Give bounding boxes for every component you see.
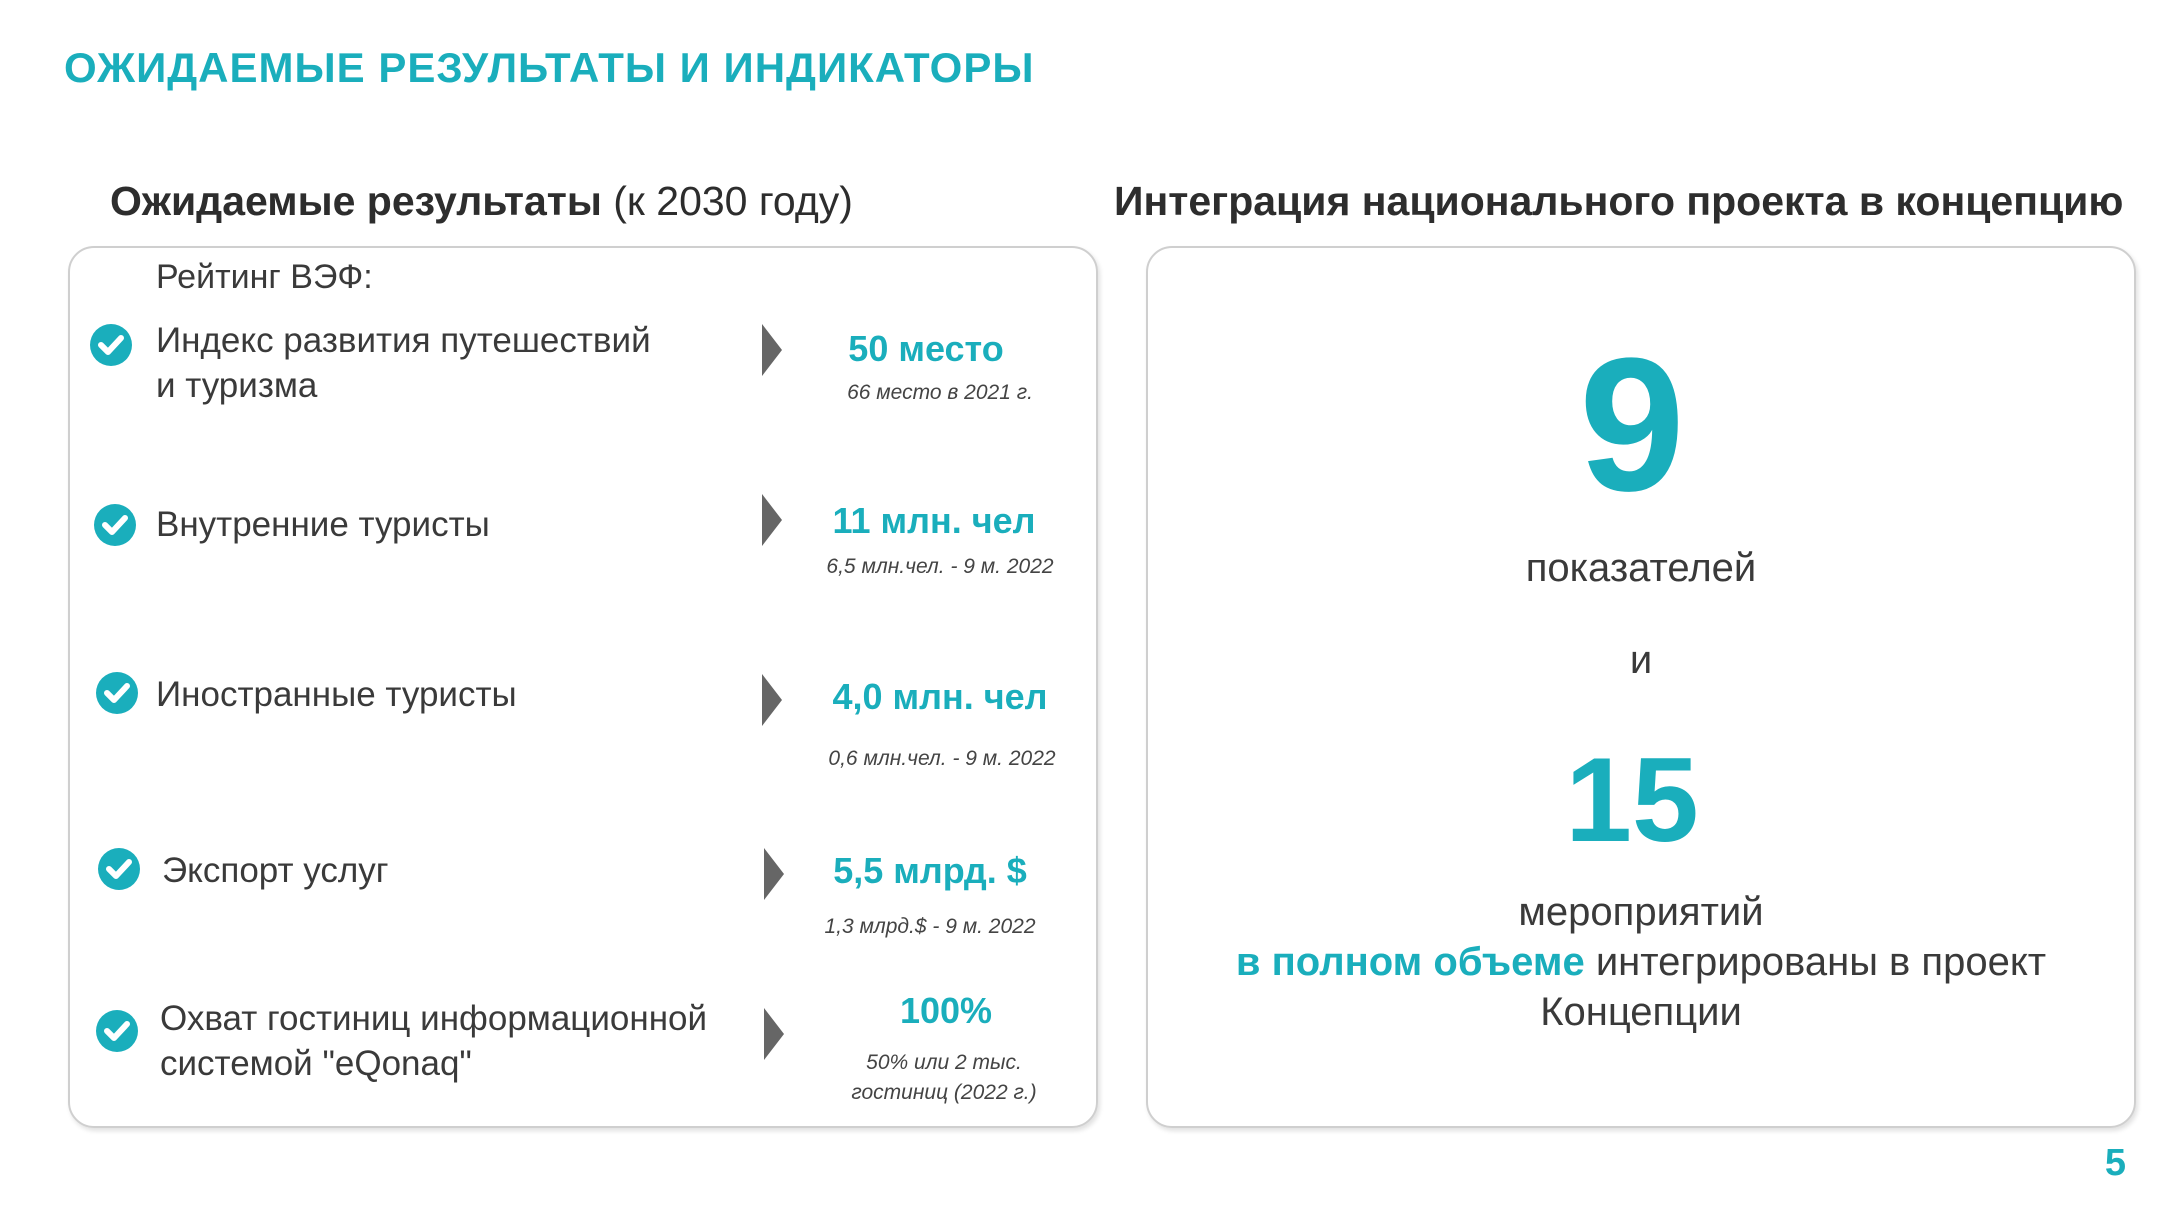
check-circle-icon xyxy=(96,672,138,714)
indicators-label: показателей xyxy=(1525,546,1757,590)
integration-last-line: Концепции xyxy=(1540,990,1742,1034)
conjunction-text: и xyxy=(1629,638,1653,682)
result-item-value: 4,0 млн. чел xyxy=(832,676,1048,717)
left-heading-bold: Ожидаемые результаты xyxy=(110,178,602,224)
page-title: ОЖИДАЕМЫЕ РЕЗУЛЬТАТЫ И ИНДИКАТОРЫ xyxy=(64,44,1035,91)
result-item-note: 1,3 млрд.$ - 9 м. 2022 xyxy=(824,915,1036,938)
chevron-right-icon xyxy=(762,494,782,546)
result-item-label: Индекс развития путешествий и туризма xyxy=(156,321,651,405)
result-item-note: 6,5 млн.чел. - 9 м. 2022 xyxy=(826,555,1054,578)
rating-label: Рейтинг ВЭФ: xyxy=(156,258,373,296)
result-item-label: Охват гостиниц информационной системой "eQonaq" xyxy=(160,999,708,1083)
result-item-value: 11 млн. чел xyxy=(832,500,1036,541)
events-label: мероприятий xyxy=(1518,890,1764,934)
result-item-value: 50 место xyxy=(848,328,1004,369)
check-circle-icon xyxy=(98,848,140,890)
left-section-heading xyxy=(110,178,853,225)
check-circle-icon xyxy=(96,1010,138,1052)
result-item-note: 0,6 млн.чел. - 9 м. 2022 xyxy=(828,747,1056,770)
chevron-right-icon xyxy=(762,674,782,726)
result-item-value: 100% xyxy=(899,990,993,1031)
events-count: 15 xyxy=(1565,733,1699,867)
indicators-count: 9 xyxy=(1579,319,1685,531)
result-item-label: Экспорт услуг xyxy=(162,851,389,890)
result-item-label: Внутренние туристы xyxy=(156,505,490,544)
chevron-right-icon xyxy=(764,1008,784,1060)
right-section-heading: Интеграция национального проекта в концепцию xyxy=(1114,178,2124,224)
check-circle-icon xyxy=(94,504,136,546)
integration-statement xyxy=(1146,940,2136,985)
integration-rest-text: интегрированы в проект xyxy=(1584,940,2047,984)
result-item-note: 50% или 2 тыс. гостиниц (2022 г.) xyxy=(851,1051,1037,1104)
result-item-note: 66 место в 2021 г. xyxy=(847,381,1033,404)
page-number: 5 xyxy=(2104,1142,2126,1184)
check-circle-icon xyxy=(90,324,132,366)
result-item-label: Иностранные туристы xyxy=(156,675,517,714)
result-item-value: 5,5 млрд. $ xyxy=(833,850,1027,891)
left-heading-rest: (к 2030 году) xyxy=(601,178,853,224)
highlight-text: в полном объеме xyxy=(1235,940,1585,984)
